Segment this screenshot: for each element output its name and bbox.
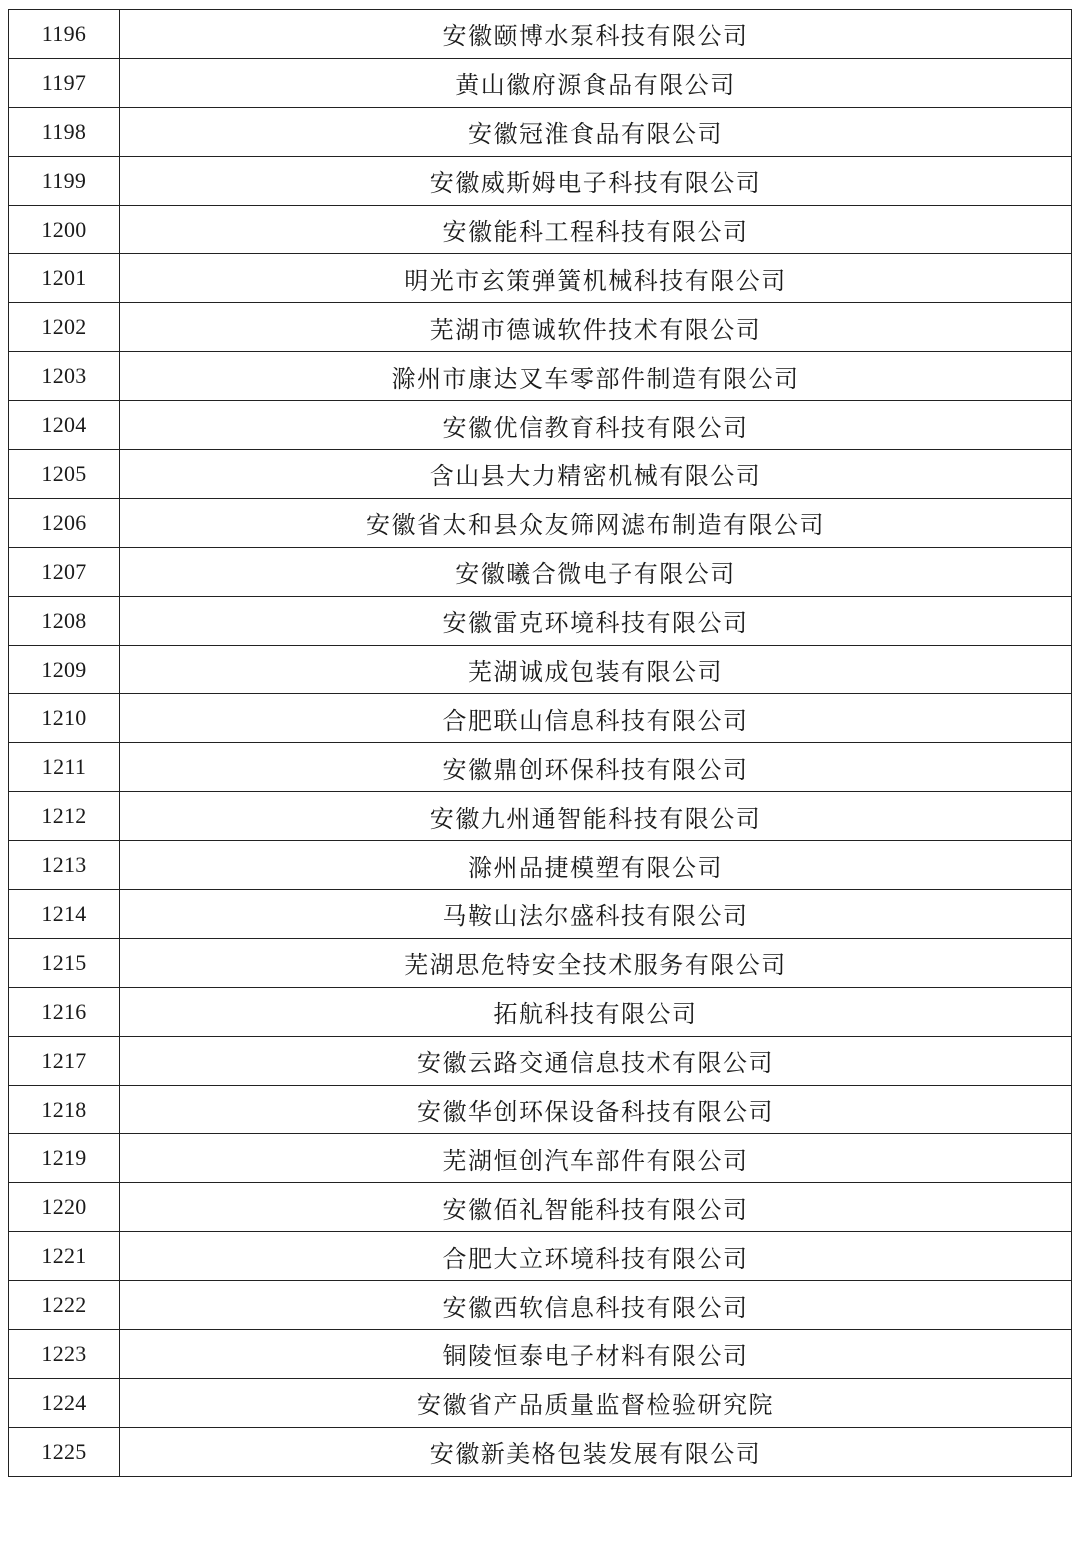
- row-number-cell: 1224: [9, 1378, 120, 1427]
- row-number-cell: 1209: [9, 645, 120, 694]
- row-number-cell: 1198: [9, 107, 120, 156]
- row-number-cell: 1203: [9, 352, 120, 401]
- company-name-cell: 黄山徽府源食品有限公司: [120, 58, 1072, 107]
- table-row: [9, 1085, 1072, 1134]
- row-number-cell: 1220: [9, 1183, 120, 1232]
- table-row: [9, 743, 1072, 792]
- company-name-cell: 安徽省太和县众友筛网滤布制造有限公司: [120, 498, 1072, 547]
- company-name-cell: 合肥大立环境科技有限公司: [120, 1232, 1072, 1281]
- company-name-cell: 安徽新美格包装发展有限公司: [120, 1427, 1072, 1476]
- row-number-cell: 1216: [9, 987, 120, 1036]
- company-table: [8, 9, 1072, 1477]
- row-number-cell: 1221: [9, 1232, 120, 1281]
- company-name-cell: 滁州市康达叉车零部件制造有限公司: [120, 352, 1072, 401]
- table-row: [9, 938, 1072, 987]
- company-name-cell: 滁州品捷模塑有限公司: [120, 841, 1072, 890]
- company-list-sheet: [8, 9, 1072, 1477]
- row-number-cell: 1223: [9, 1330, 120, 1379]
- table-row: [9, 1281, 1072, 1330]
- company-name-cell: 安徽威斯姆电子科技有限公司: [120, 156, 1072, 205]
- row-number-cell: 1222: [9, 1281, 120, 1330]
- row-number-cell: 1211: [9, 743, 120, 792]
- company-name-cell: 安徽颐博水泵科技有限公司: [120, 10, 1072, 59]
- row-number-cell: 1212: [9, 792, 120, 841]
- table-row: [9, 645, 1072, 694]
- table-row: [9, 1427, 1072, 1476]
- table-row: [9, 205, 1072, 254]
- table-row: [9, 10, 1072, 59]
- row-number-cell: 1210: [9, 694, 120, 743]
- company-name-cell: 安徽佰礼智能科技有限公司: [120, 1183, 1072, 1232]
- table-row: [9, 303, 1072, 352]
- row-number-cell: 1205: [9, 450, 120, 499]
- company-name-cell: 合肥联山信息科技有限公司: [120, 694, 1072, 743]
- row-number-cell: 1219: [9, 1134, 120, 1183]
- table-row: [9, 596, 1072, 645]
- table-row: [9, 890, 1072, 939]
- table-row: [9, 1134, 1072, 1183]
- company-name-cell: 含山县大力精密机械有限公司: [120, 450, 1072, 499]
- row-number-cell: 1208: [9, 596, 120, 645]
- row-number-cell: 1225: [9, 1427, 120, 1476]
- table-row: [9, 1378, 1072, 1427]
- table-row: [9, 1036, 1072, 1085]
- company-table-body: [9, 10, 1072, 1477]
- row-number-cell: 1214: [9, 890, 120, 939]
- company-name-cell: 芜湖思危特安全技术服务有限公司: [120, 938, 1072, 987]
- company-name-cell: 芜湖诚成包装有限公司: [120, 645, 1072, 694]
- company-name-cell: 铜陵恒泰电子材料有限公司: [120, 1330, 1072, 1379]
- row-number-cell: 1199: [9, 156, 120, 205]
- company-name-cell: 安徽九州通智能科技有限公司: [120, 792, 1072, 841]
- row-number-cell: 1197: [9, 58, 120, 107]
- row-number-cell: 1201: [9, 254, 120, 303]
- table-row: [9, 450, 1072, 499]
- table-row: [9, 107, 1072, 156]
- table-row: [9, 987, 1072, 1036]
- table-row: [9, 792, 1072, 841]
- table-row: [9, 547, 1072, 596]
- row-number-cell: 1200: [9, 205, 120, 254]
- company-name-cell: 安徽能科工程科技有限公司: [120, 205, 1072, 254]
- company-name-cell: 安徽华创环保设备科技有限公司: [120, 1085, 1072, 1134]
- table-row: [9, 841, 1072, 890]
- company-name-cell: 马鞍山法尔盛科技有限公司: [120, 890, 1072, 939]
- company-name-cell: 芜湖恒创汽车部件有限公司: [120, 1134, 1072, 1183]
- row-number-cell: 1207: [9, 547, 120, 596]
- row-number-cell: 1215: [9, 938, 120, 987]
- company-name-cell: 芜湖市德诚软件技术有限公司: [120, 303, 1072, 352]
- table-row: [9, 1330, 1072, 1379]
- company-name-cell: 安徽西软信息科技有限公司: [120, 1281, 1072, 1330]
- company-name-cell: 拓航科技有限公司: [120, 987, 1072, 1036]
- table-row: [9, 694, 1072, 743]
- company-name-cell: 明光市玄策弹簧机械科技有限公司: [120, 254, 1072, 303]
- table-row: [9, 58, 1072, 107]
- company-name-cell: 安徽优信教育科技有限公司: [120, 401, 1072, 450]
- company-name-cell: 安徽省产品质量监督检验研究院: [120, 1378, 1072, 1427]
- row-number-cell: 1206: [9, 498, 120, 547]
- company-name-cell: 安徽云路交通信息技术有限公司: [120, 1036, 1072, 1085]
- row-number-cell: 1217: [9, 1036, 120, 1085]
- table-row: [9, 352, 1072, 401]
- table-row: [9, 401, 1072, 450]
- row-number-cell: 1196: [9, 10, 120, 59]
- company-name-cell: 安徽曦合微电子有限公司: [120, 547, 1072, 596]
- table-row: [9, 156, 1072, 205]
- row-number-cell: 1204: [9, 401, 120, 450]
- row-number-cell: 1218: [9, 1085, 120, 1134]
- table-row: [9, 498, 1072, 547]
- company-name-cell: 安徽冠淮食品有限公司: [120, 107, 1072, 156]
- table-row: [9, 254, 1072, 303]
- company-name-cell: 安徽雷克环境科技有限公司: [120, 596, 1072, 645]
- company-name-cell: 安徽鼎创环保科技有限公司: [120, 743, 1072, 792]
- row-number-cell: 1202: [9, 303, 120, 352]
- row-number-cell: 1213: [9, 841, 120, 890]
- table-row: [9, 1232, 1072, 1281]
- table-row: [9, 1183, 1072, 1232]
